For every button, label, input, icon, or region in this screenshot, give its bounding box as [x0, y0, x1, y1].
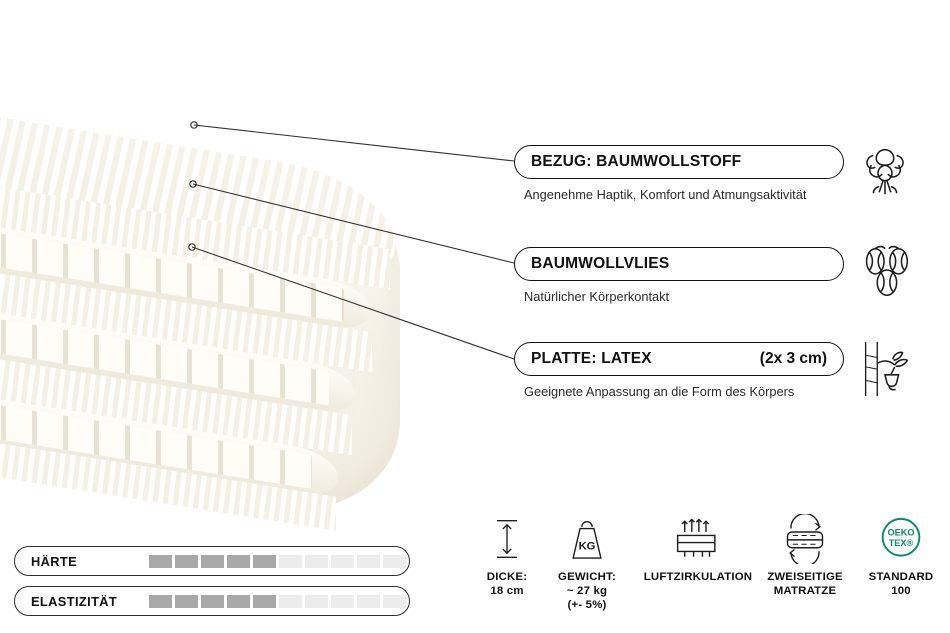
weight-kg-icon	[532, 508, 642, 570]
yarn-skein-icon	[854, 240, 916, 302]
spec-air-label: LUFTZIRKULATION	[643, 571, 753, 583]
spec-oeko-tex	[846, 508, 950, 598]
callout-bezug-baumwollstoff	[514, 145, 844, 202]
spec-weight-note: (+- 5%)	[567, 599, 607, 611]
bar-segment	[227, 595, 250, 608]
callout-subtitle: Natürlicher Körperkontakt	[524, 289, 670, 304]
svg-text:KG: KG	[578, 540, 596, 553]
bar-segment	[149, 595, 172, 608]
spec-thickness-value: 18 cm	[490, 585, 524, 597]
bar-segment	[357, 595, 380, 608]
latex-tree-tap-icon	[854, 338, 916, 400]
bar-segment	[149, 555, 172, 568]
spec-two-sided-label: ZWEISEITIGE	[767, 571, 843, 583]
callout-pill	[514, 247, 844, 281]
elasticity-segments	[149, 595, 406, 608]
bar-segment	[279, 595, 302, 608]
two-sided-mattress-icon	[750, 508, 860, 570]
bar-segment	[175, 555, 198, 568]
bar-segment	[331, 555, 354, 568]
oeko-tex-icon	[846, 508, 950, 570]
bar-segment	[331, 595, 354, 608]
callout-title: PLATTE: LATEX	[531, 350, 652, 367]
bar-segment	[253, 555, 276, 568]
bar-segment	[357, 555, 380, 568]
spec-weight-label: GEWICHT:	[558, 571, 616, 583]
bar-segment	[175, 595, 198, 608]
bar-segment	[305, 555, 328, 568]
callout-baumwollvlies	[514, 247, 844, 304]
spec-thickness-label: DICKE:	[486, 571, 528, 583]
air-circulation-icon	[643, 508, 753, 570]
spec-weight	[532, 508, 642, 612]
svg-text:OEKO: OEKO	[887, 527, 915, 538]
callout-pill	[514, 342, 844, 376]
hardness-bar-row	[14, 546, 410, 576]
callout-title: BEZUG: BAUMWOLLSTOFF	[531, 153, 742, 170]
spec-weight-value: ~ 27 kg	[566, 585, 608, 597]
bar-segment	[383, 555, 406, 568]
hardness-segments	[149, 555, 406, 568]
callout-pill	[514, 145, 844, 179]
bar-segment	[201, 595, 224, 608]
hardness-label: HÄRTE	[31, 553, 78, 569]
callout-subtitle: Angenehme Haptik, Komfort und Atmungsaktivität	[524, 187, 807, 202]
bar-segment	[383, 595, 406, 608]
spec-oeko-value: 100	[891, 585, 911, 597]
spec-two-sided	[750, 508, 860, 598]
svg-text:TEX®: TEX®	[888, 538, 914, 548]
bar-segment	[253, 595, 276, 608]
cotton-flower-icon	[854, 140, 916, 202]
elasticity-bar-row	[14, 586, 410, 616]
bar-segment	[305, 595, 328, 608]
spec-oeko-label: STANDARD	[868, 571, 934, 583]
mattress-illustration	[0, 108, 410, 468]
bar-segment	[227, 555, 250, 568]
bar-segment	[279, 555, 302, 568]
spec-air-circulation	[643, 508, 753, 584]
callout-suffix: (2x 3 cm)	[759, 350, 827, 367]
bar-segment	[201, 555, 224, 568]
callout-subtitle: Geeignete Anpassung an die Form des Körpers	[524, 384, 795, 399]
spec-two-sided-value: MATRATZE	[773, 585, 837, 597]
callout-title: BAUMWOLLVLIES	[531, 255, 670, 272]
callout-platte-latex	[514, 342, 844, 399]
elasticity-label: ELASTIZITÄT	[31, 593, 118, 609]
